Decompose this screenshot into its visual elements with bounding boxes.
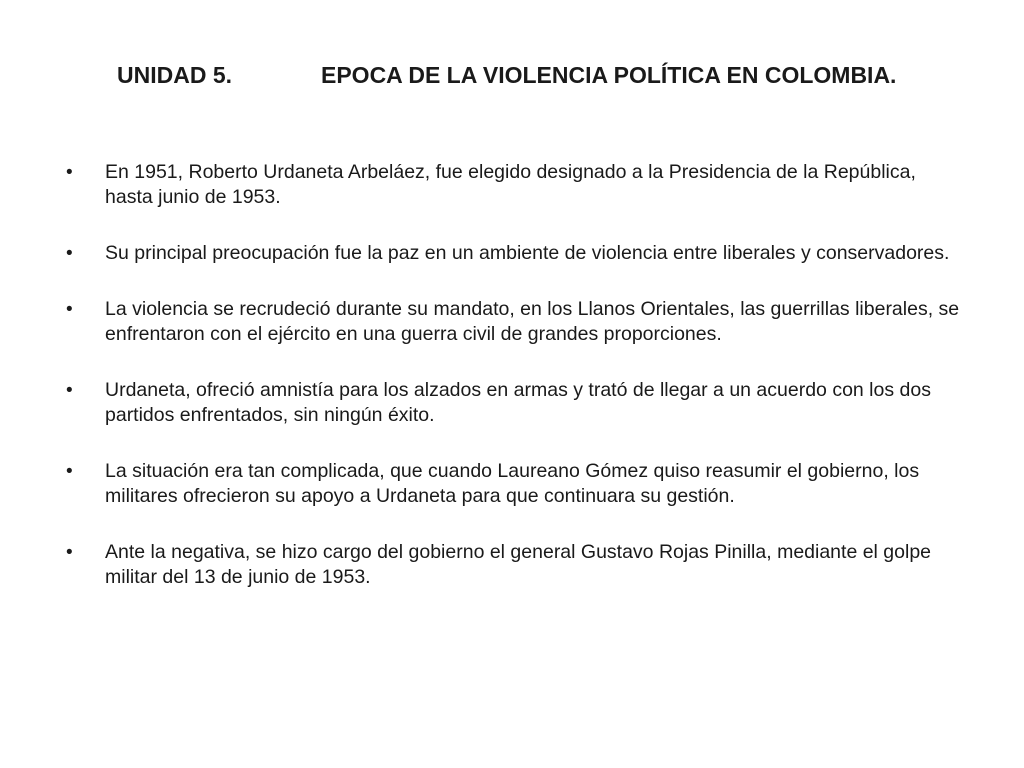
bullet-text: Ante la negativa, se hizo cargo del gobierno el general Gustavo Rojas Pinilla, mediante el golpe militar del 13 de junio de 1953. xyxy=(105,541,932,588)
bullet-text: Su principal preocupación fue la paz en un ambiente de violencia entre liberales y conservadores. xyxy=(105,242,950,264)
title-text: EPOCA DE LA VIOLENCIA POLÍTICA EN COLOMBIA. xyxy=(321,62,897,88)
bullet-dot-icon: • xyxy=(66,542,73,563)
bullet-item xyxy=(0,459,1024,509)
bullet-dot-icon: • xyxy=(66,162,73,183)
bullet-dot-icon: • xyxy=(66,299,73,320)
bullet-item xyxy=(0,540,1024,590)
bullet-dot-icon: • xyxy=(66,243,73,264)
bullet-dot-icon: • xyxy=(66,380,73,401)
title-unit: UNIDAD 5. xyxy=(117,62,233,88)
bullet-text: Urdaneta, ofreció amnistía para los alzados en armas y trató de llegar a un acuerdo con los dos partidos enfrentados, sin ningún éxito. xyxy=(105,379,931,426)
bullet-list xyxy=(0,160,1024,621)
bullet-text: La violencia se recrudeció durante su mandato, en los Llanos Orientales, las guerrillas liberales, se enfrentaron con el ejército en una guerra civil de grandes proporciones. xyxy=(105,298,960,345)
slide-title xyxy=(0,58,1024,92)
bullet-dot-icon: • xyxy=(66,461,73,482)
bullet-item xyxy=(0,378,1024,428)
bullet-text: La situación era tan complicada, que cuando Laureano Gómez quiso reasumir el gobierno, los militares ofrecieron su apoyo a Urdaneta para que continuara su gestión. xyxy=(105,460,920,507)
bullet-item xyxy=(0,297,1024,347)
bullet-item xyxy=(0,241,1024,266)
bullet-item xyxy=(0,160,1024,210)
bullet-text: En 1951, Roberto Urdaneta Arbeláez, fue elegido designado a la Presidencia de la República, hasta junio de 1953. xyxy=(105,161,916,208)
